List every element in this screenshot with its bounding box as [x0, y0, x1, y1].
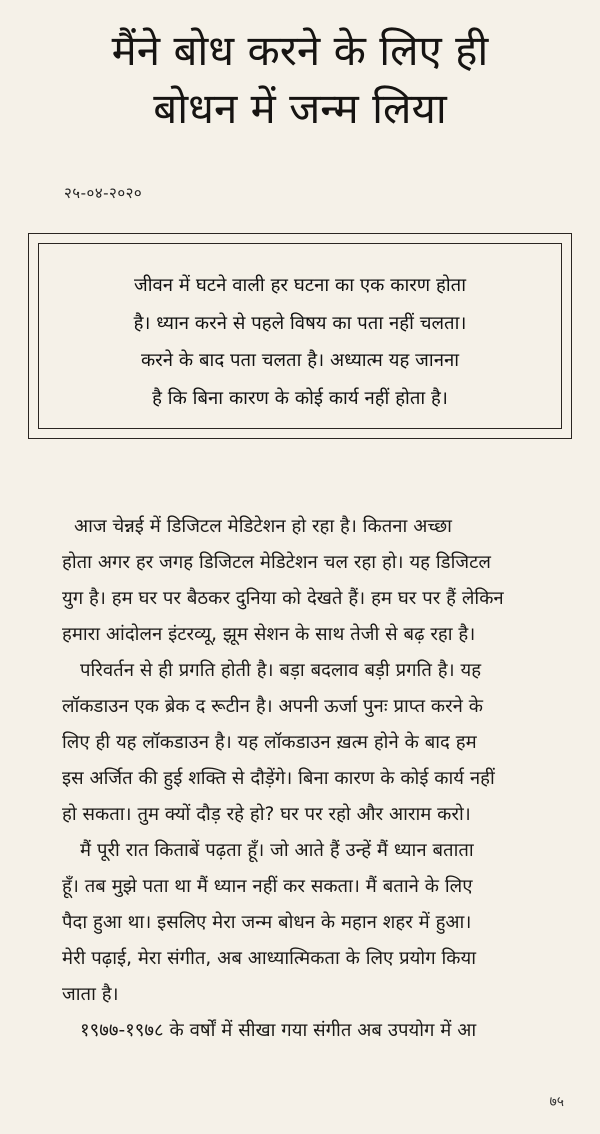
body-line-11: हूँ। तब मुझे पता था मैं ध्यान नहीं कर सकता। मैं बताने के लिए	[62, 876, 473, 897]
title-line-2: बोधन में जन्म लिया	[153, 84, 447, 133]
date-label: २५-०४-२०२०	[64, 184, 143, 202]
quote-line-4: है कि बिना कारण के कोई कार्य नहीं होता है।	[152, 388, 448, 409]
body-line-7: लिए ही यह लॉकडाउन है। यह लॉकडाउन ख़त्म होने के बाद हम	[62, 732, 477, 753]
quote-line-3: करने के बाद पता चलता है। अध्यात्म यह जानना	[140, 350, 460, 371]
body-line-15: १९७७-१९७८ के वर्षों में सीखा गया संगीत अब उपयोग में आ	[80, 1020, 477, 1041]
title-line-1: मैंने बोध करने के लिए ही	[111, 26, 489, 75]
body-line-4: हमारा आंदोलन इंटरव्यू, झूम सेशन के साथ तेजी से बढ़ रहा है।	[62, 624, 476, 645]
body-line-13: मेरी पढ़ाई, मेरा संगीत, अब आध्यात्मिकता के लिए प्रयोग किया	[62, 948, 477, 969]
body-line-14: जाता है।	[62, 984, 119, 1005]
page-title	[20, 22, 580, 138]
body-line-12: पैदा हुआ था। इसलिए मेरा जन्म बोधन के महान शहर में हुआ।	[62, 912, 472, 933]
body-line-1: आज चेन्नई में डिजिटल मेडिटेशन हो रहा है। कितना अच्छा	[74, 516, 452, 537]
body-line-10: मैं पूरी रात किताबें पढ़ता हूँ। जो आते हैं उन्हें मैं ध्यान बताता	[80, 840, 474, 861]
body-line-2: होता अगर हर जगह डिजिटल मेडिटेशन चल रहा हो। यह डिजिटल	[62, 552, 491, 573]
body-line-3: युग है। हम घर पर बैठकर दुनिया को देखते हैं। हम घर पर हैं लेकिन	[62, 588, 504, 609]
body-line-5: परिवर्तन से ही प्रगति होती है। बड़ा बदलाव बड़ी प्रगति है। यह	[80, 660, 482, 681]
body-line-9: हो सकता। तुम क्यों दौड़ रहे हो? घर पर रहो और आराम करो।	[62, 804, 471, 825]
quote-line-1: जीवन में घटने वाली हर घटना का एक कारण होता	[133, 275, 467, 296]
page-number: ७५	[549, 1094, 564, 1110]
body-line-8: इस अर्जित की हुई शक्ति से दौड़ेंगे। बिना कारण के कोई कार्य नहीं	[62, 768, 495, 789]
quote-line-2: है। ध्यान करने से पहले विषय का पता नहीं चलता।	[133, 313, 467, 334]
body-line-6: लॉकडाउन एक ब्रेक द रूटीन है। अपनी ऊर्जा पुनः प्राप्त करने के	[62, 696, 484, 717]
